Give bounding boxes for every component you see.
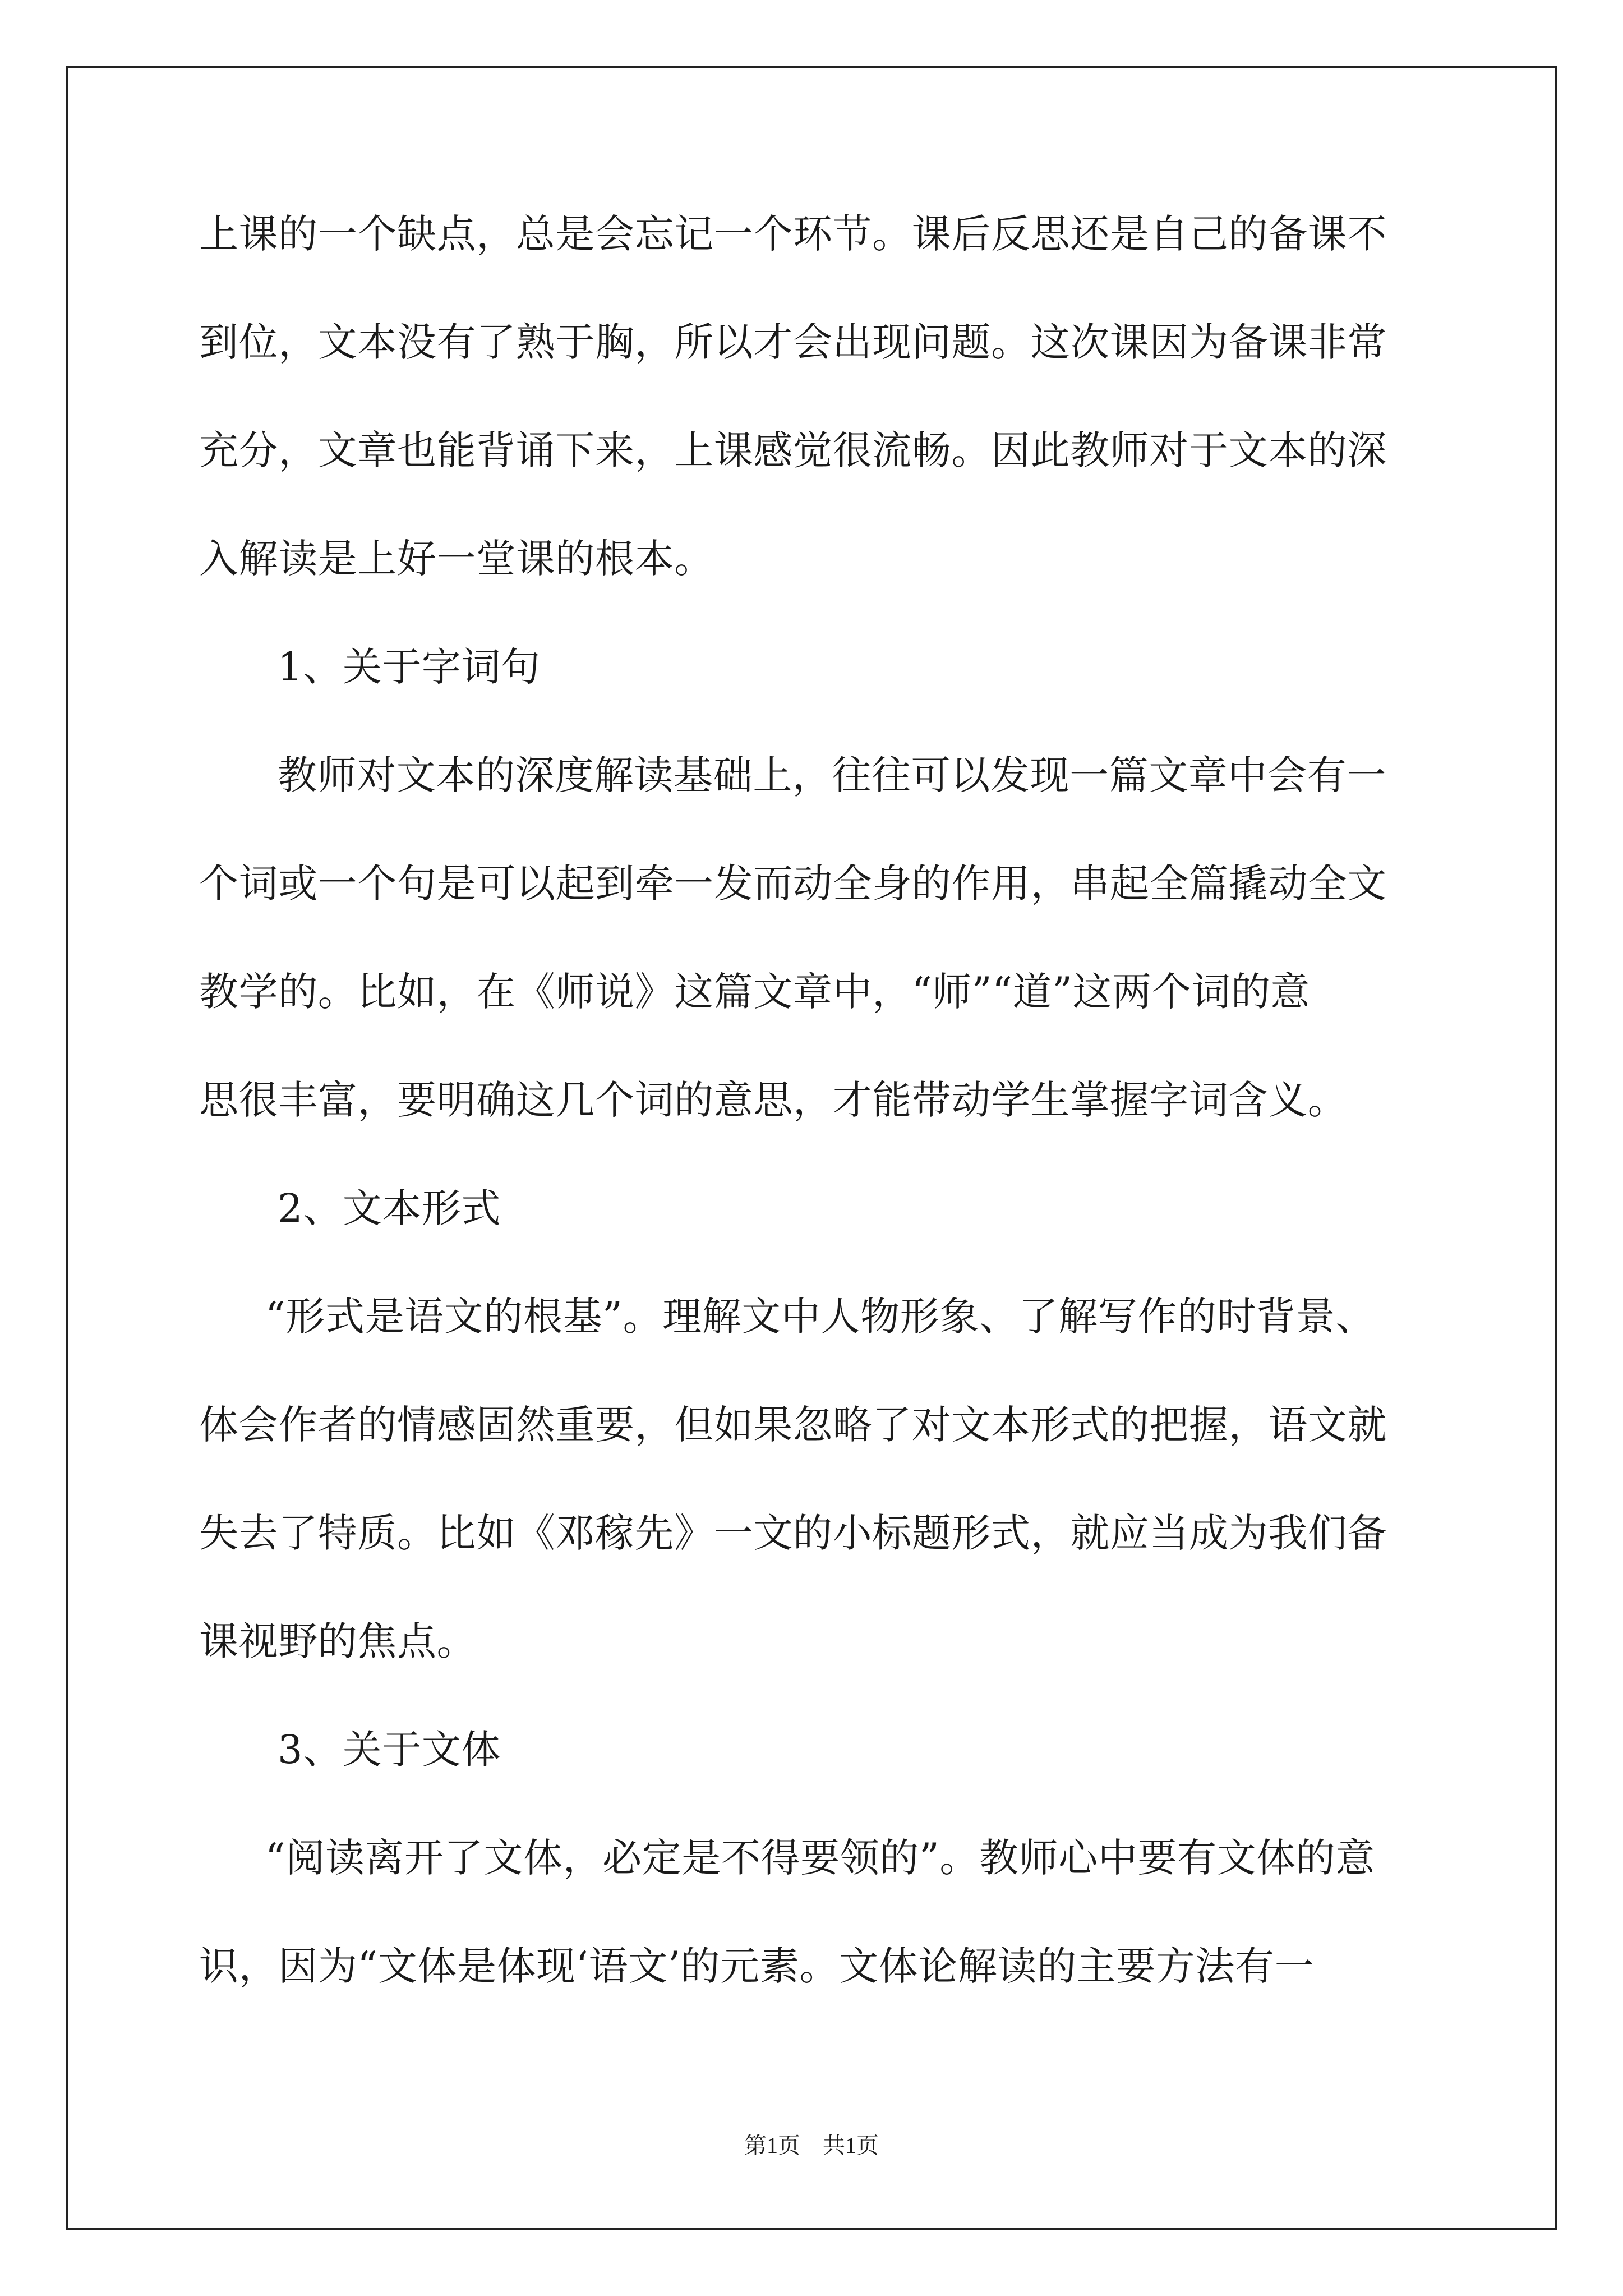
text-line: 体会作者的情感固然重要，但如果忽略了对文本形式的把握，语文就	[199, 1402, 1387, 1448]
page-footer	[0, 2132, 1623, 2160]
text-line: 上课的一个缺点，总是会忘记一个环节。课后反思还是自己的备课不	[199, 211, 1387, 257]
document-body	[199, 208, 1430, 2048]
section-heading-1: 1、关于字词句	[278, 644, 541, 690]
text-line: “形式是语文的根基”。理解文中人物形象、了解写作的时背景、	[265, 1294, 1375, 1340]
text-line: 入解读是上好一堂课的根本。	[199, 536, 714, 582]
text-line: 教学的。比如，在《师说》这篇文章中，“师”“道”这两个词的意	[199, 969, 1311, 1015]
text-line: 课视野的焦点。	[199, 1618, 477, 1664]
text-line: “阅读离开了文体，必定是不得要领的”。教师心中要有文体的意	[265, 1835, 1375, 1881]
text-line: 到位，文本没有了熟于胸，所以才会出现问题。这次课因为备课非常	[199, 319, 1387, 365]
text-line: 教师对文本的深度解读基础上，往往可以发现一篇文章中会有一	[278, 752, 1386, 798]
text-line: 个词或一个句是可以起到牵一发而动全身的作用，串起全篇撬动全文	[199, 861, 1387, 907]
text-line: 充分，文章也能背诵下来，上课感觉很流畅。因此教师对于文本的深	[199, 427, 1387, 473]
section-heading-3: 3、关于文体	[278, 1727, 501, 1773]
page-total: 共1页	[823, 2133, 879, 2158]
page-number: 第1页	[744, 2133, 800, 2158]
text-line: 识，因为“文体是体现‘语文’的元素。文体论解读的主要方法有一	[199, 1943, 1315, 1989]
text-line: 思很丰富，要明确这几个词的意思，才能带动学生掌握字词含义。	[199, 1077, 1348, 1123]
text-line: 失去了特质。比如《邓稼先》一文的小标题形式，就应当成为我们备	[199, 1510, 1387, 1556]
section-heading-2: 2、文本形式	[278, 1185, 501, 1231]
